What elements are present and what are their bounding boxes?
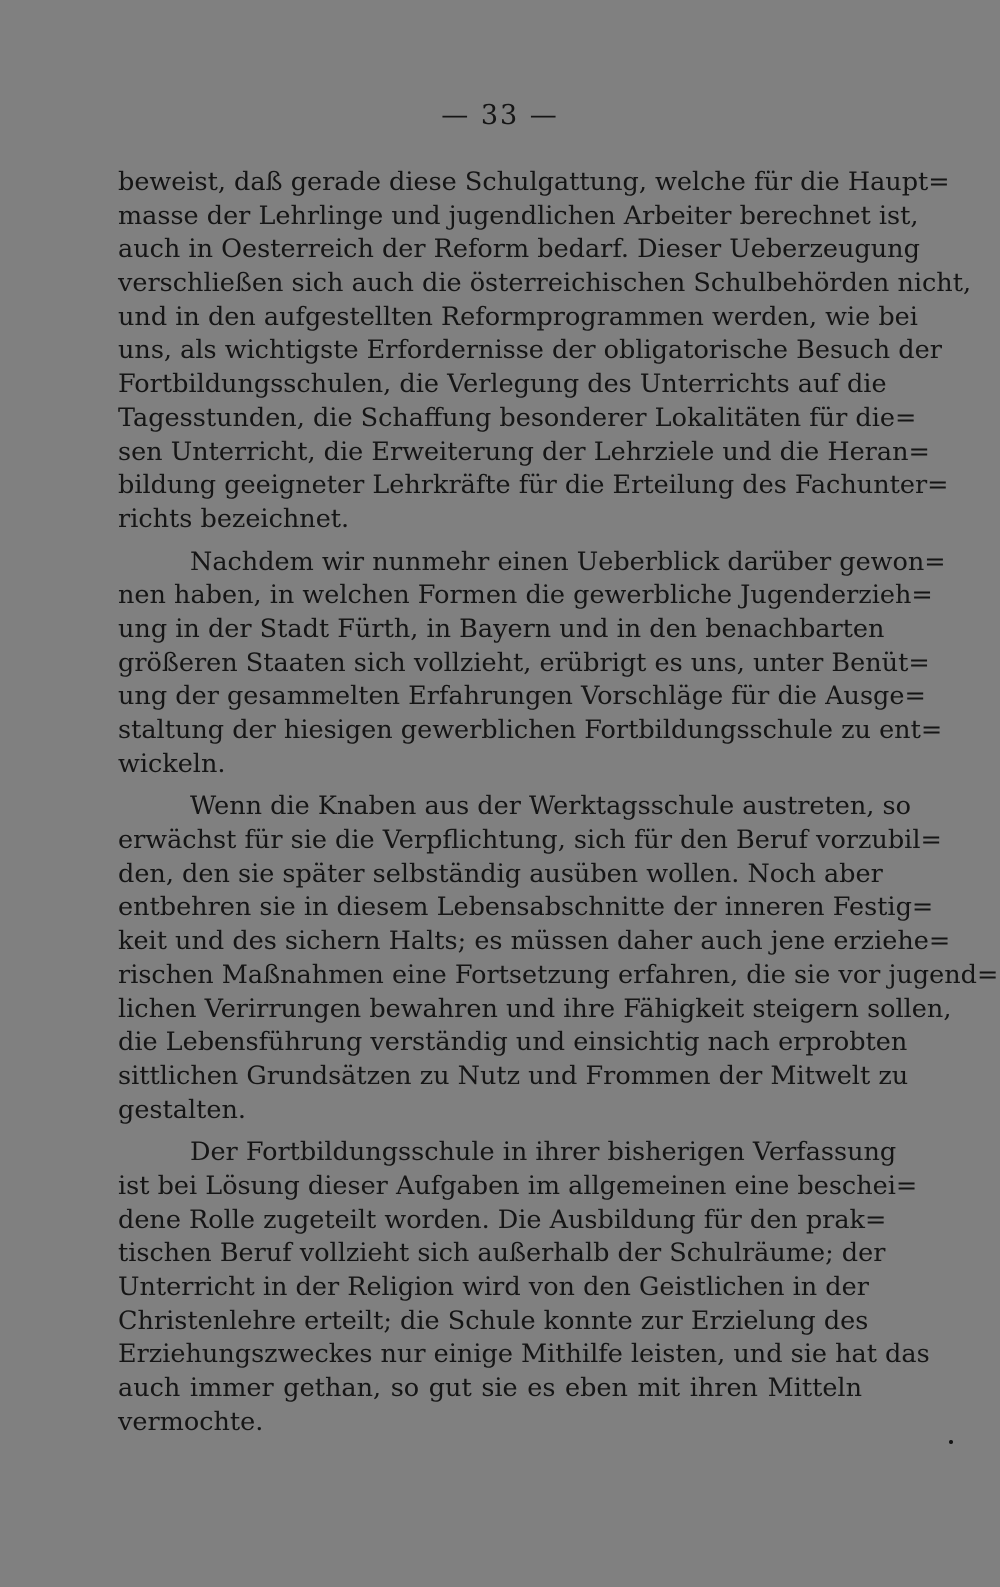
text-line: lichen Verirrungen bewahren und ihre Fähigkeit steigern sollen, [118, 993, 952, 1024]
text-line: größeren Staaten sich vollzieht, erübrigt es uns, unter Benüt= [118, 647, 930, 678]
text-line: Fortbildungsschulen, die Verlegung des Unterrichts auf die [118, 369, 887, 400]
text-line: auch in Oesterreich der Reform bedarf. Dieser Ueberzeugung [118, 234, 920, 265]
text-line: gestalten. [118, 1094, 246, 1125]
text-line: tischen Beruf vollzieht sich außerhalb der Schulräume; der [118, 1238, 886, 1269]
paragraph [118, 166, 972, 537]
text-line: auch immer gethan, so gut sie es eben mit ihren Mitteln [118, 1373, 862, 1404]
text-line: und in den aufgestellten Reformprogrammen werden, wie bei [118, 301, 918, 332]
text-line: Tagesstunden, die Schaffung besonderer Lokalitäten für die= [118, 402, 917, 433]
text-line: rischen Maßnahmen eine Fortsetzung erfahren, die sie vor jugend= [118, 959, 999, 990]
text-line: wickeln. [118, 748, 226, 779]
paragraph [118, 1136, 930, 1439]
text-line: Nachdem wir nunmehr einen Ueberblick darüber gewon= [190, 546, 946, 577]
text-line: richts bezeichnet. [118, 503, 350, 534]
text-line: bildung geeigneter Lehrkräfte für die Erteilung des Fachunter= [118, 470, 949, 501]
text-line: beweist, daß gerade diese Schulgattung, welche für die Haupt= [118, 167, 950, 197]
text-line: die Lebensführung verständig und einsichtig nach erprobten [118, 1027, 908, 1058]
body-text [118, 166, 999, 1439]
text-line: Erziehungszweckes nur einige Mithilfe leisten, und sie hat das [118, 1339, 930, 1370]
text-line: uns, als wichtigste Erfordernisse der obligatorische Besuch der [118, 335, 942, 366]
text-line: ung in der Stadt Fürth, in Bayern und in den benachbarten [118, 613, 885, 644]
text-line: masse der Lehrlinge und jugendlichen Arbeiter berechnet ist, [118, 200, 919, 231]
paragraph-gap [118, 781, 862, 790]
text-line: ung der gesammelten Erfahrungen Vorschläge für die Ausge= [118, 681, 926, 712]
text-line: entbehren sie in diesem Lebensabschnitte der inneren Festig= [118, 892, 934, 923]
text-line: ist bei Lösung dieser Aufgaben im allgemeinen eine beschei= [118, 1170, 918, 1201]
text-line: Christenlehre erteilt; die Schule konnte zur Erzielung des [118, 1305, 869, 1336]
ink-speck [949, 1440, 953, 1444]
text-line: vermochte. [118, 1406, 264, 1437]
paragraph [118, 790, 999, 1127]
page-number: — 33 — [441, 100, 559, 131]
text-line: den, den sie später selbständig ausüben wollen. Noch aber [118, 858, 883, 889]
text-line: Wenn die Knaben aus der Werktagsschule austreten, so [190, 791, 911, 822]
paragraph-gap [118, 1127, 862, 1136]
text-line: keit und des sichern Halts; es müssen daher auch jene erziehe= [118, 926, 951, 957]
text-line: dene Rolle zugeteilt worden. Die Ausbildung für den prak= [118, 1204, 887, 1235]
text-line: Unterricht in der Religion wird von den Geistlichen in der [118, 1272, 869, 1302]
text-line: staltung der hiesigen gewerblichen Fortbildungsschule zu ent= [118, 715, 943, 745]
text-line: verschließen sich auch die österreichischen Schulbehörden nicht, [118, 268, 972, 299]
paragraph [118, 546, 946, 782]
paragraph-gap [118, 537, 862, 546]
text-line: nen haben, in welchen Formen die gewerbliche Jugenderzieh= [118, 580, 933, 611]
text-line: Der Fortbildungsschule in ihrer bisherigen Verfassung [190, 1137, 897, 1168]
text-line: sen Unterricht, die Erweiterung der Lehrziele und die Heran= [118, 436, 930, 467]
text-line: erwächst für sie die Verpflichtung, sich für den Beruf vorzubil= [118, 825, 942, 856]
text-line: sittlichen Grundsätzen zu Nutz und Frommen der Mitwelt zu [118, 1060, 909, 1091]
